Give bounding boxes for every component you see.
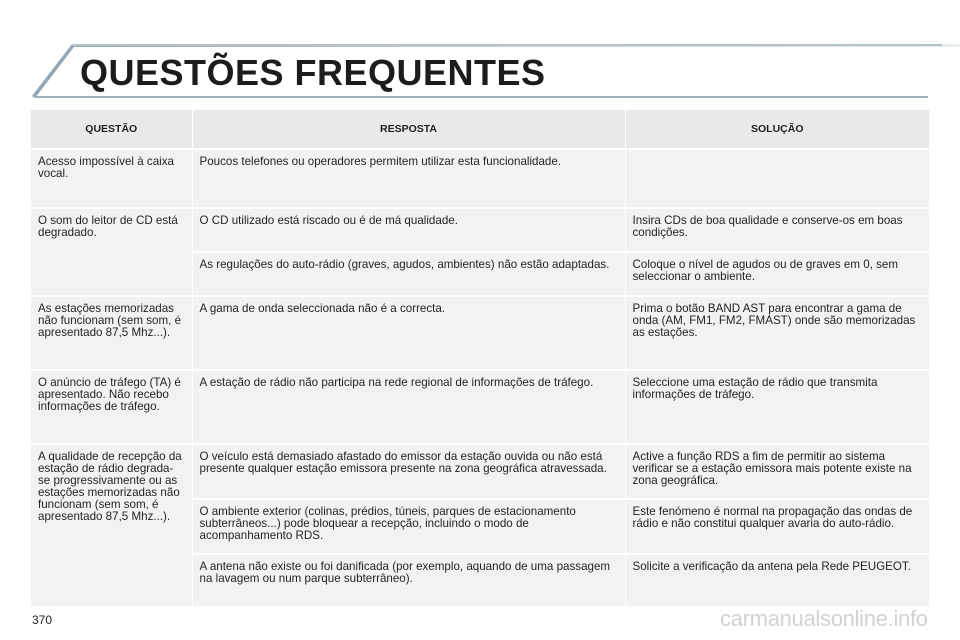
header-question: QUESTÃO [31,110,192,149]
page-title: QUESTÕES FREQUENTES [80,52,546,93]
answer-cell: A antena não existe ou foi danificada (por exemplo, aquando de uma passagem na lavagem ou num parque subterrâneo). [192,554,625,606]
question-cell: O anúncio de tráfego (TA) é apresentado. Não recebo informações de tráfego. [31,370,192,444]
answer-cell: Poucos telefones ou operadores permitem utilizar esta funcionalidade. [192,149,625,208]
table-row [31,149,929,208]
solution-cell: Este fenómeno é normal na propagação das ondas de rádio e não constitui qualquer avaria do auto-rádio. [625,499,929,554]
solution-cell: Active a função RDS a fim de permitir ao sistema verificar se a estação emissora mais potente existe na zona geográfica. [625,444,929,499]
solution-cell: Coloque o nível de agudos ou de graves em 0, sem seleccionar o ambiente. [625,252,929,296]
question-cell: Acesso impossível à caixa vocal. [31,149,192,208]
solution-cell: Seleccione uma estação de rádio que transmita informações de tráfego. [625,370,929,444]
answer-cell: As regulações do auto-rádio (graves, agudos, ambientes) não estão adaptadas. [192,252,625,296]
table-row [31,208,929,252]
answer-cell: O CD utilizado está riscado ou é de má qualidade. [192,208,625,252]
page-number: 370 [32,613,53,627]
answer-cell: A estação de rádio não participa na rede regional de informações de tráfego. [192,370,625,444]
solution-cell: Insira CDs de boa qualidade e conserve-os em boas condições. [625,208,929,252]
solution-cell [625,149,929,208]
answer-cell: A gama de onda seleccionada não é a correcta. [192,296,625,370]
table-row [31,370,929,444]
question-cell: As estações memorizadas não funcionam (sem som, é apresentado 87,5 Mhz...). [31,296,192,370]
question-cell: O som do leitor de CD está degradado. [31,208,192,296]
answer-cell: O ambiente exterior (colinas, prédios, túneis, parques de estacionamento subterrâneos...) pode bloquear a recepção, incluindo o modo de acompanhamento RDS. [192,499,625,554]
table-header-row [31,110,929,149]
header-answer: RESPOSTA [192,110,625,149]
watermark: carmanualsonline.info [720,606,928,631]
answer-cell: O veículo está demasiado afastado do emissor da estação ouvida ou não está presente qualquer estação emissora presente na zona geográfica atravessada. [192,444,625,499]
question-cell: A qualidade de recepção da estação de rádio degrada-se progressivamente ou as estações memorizadas não funcionam (sem som, é apresentado 87,5 Mhz...). [31,444,192,606]
table-row [31,296,929,370]
table-row [31,444,929,499]
header-solution: SOLUÇÃO [625,110,929,149]
faq-table [31,110,929,606]
solution-cell: Solicite a verificação da antena pela Rede PEUGEOT. [625,554,929,606]
solution-cell: Prima o botão BAND AST para encontrar a gama de onda (AM, FM1, FM2, FMAST) onde são memorizadas as estações. [625,296,929,370]
